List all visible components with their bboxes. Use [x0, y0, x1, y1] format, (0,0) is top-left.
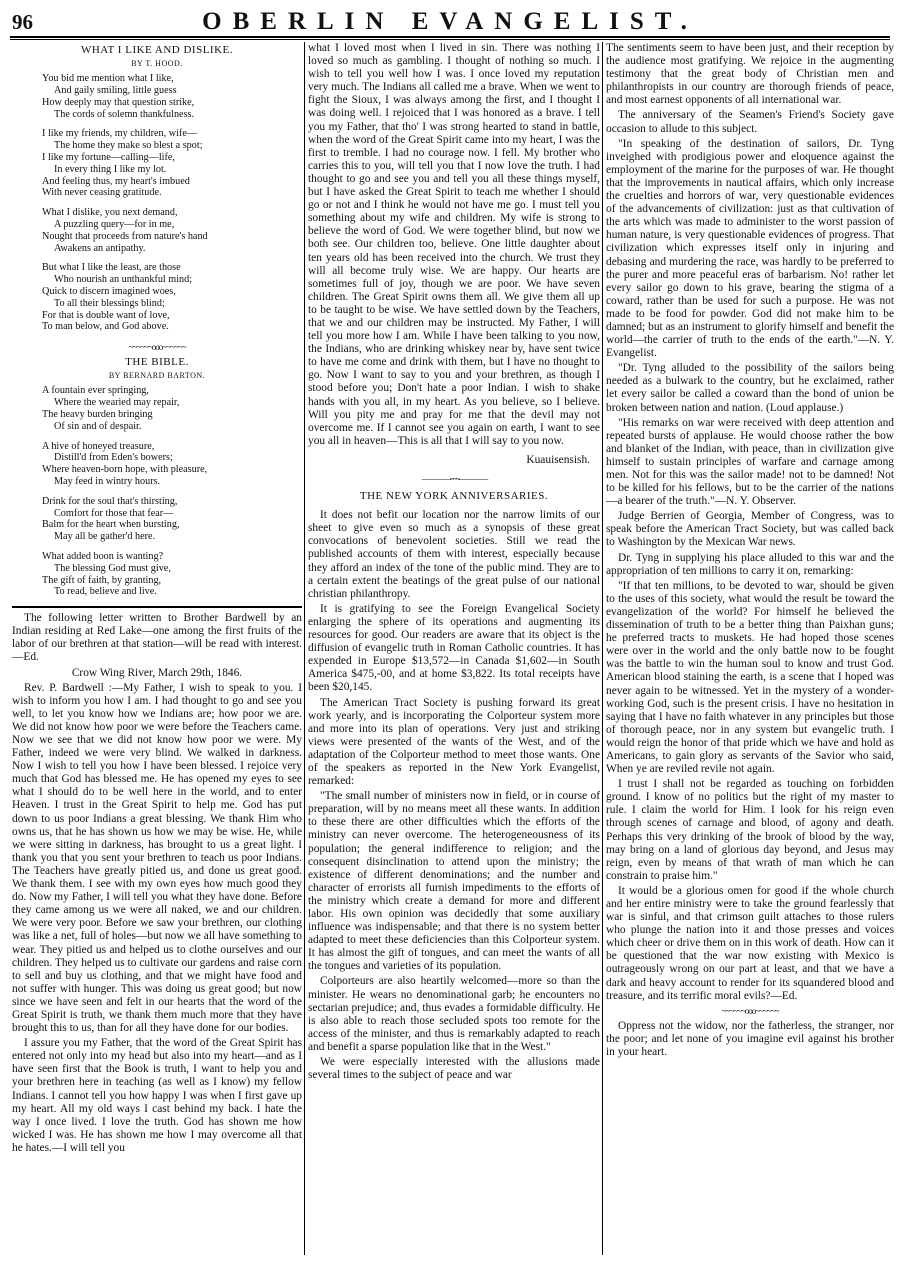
article-paragraph: "If that ten millions, to be devoted to war, should be given to the uses of this society, what would the result be toward the evangelization of the world? For himself he believed the dissemination of truth to be a better thing than Paixhan guns; he preferred tracts to muskets. He had hoped those scenes were over in the world and the only battle now to be fought was the battle to win the human soul to know and trust God. American blood staining the earth, is a scene that I hoped was never again to be witnessed. Yet in the mystery of a wonder-working God, such is the present crisis. I have no hesitation in saying that I have no faith whatever in any principles but those of thorough peace, nor in any system but evangelic truth. I would reign the honor of that pride which we have and hold as Americans, to gain glory as servants of the Savior who said, When ye are reviled revile not again.: [606, 579, 894, 776]
article-title: THE NEW YORK ANNIVERSARIES.: [359, 490, 549, 503]
poem-line: You bid me mention what I like,: [42, 73, 174, 85]
poem-stanza: [42, 128, 302, 199]
letter-signature: Kuauisensish.: [526, 453, 590, 466]
column-divider: [602, 42, 603, 1255]
masthead: [10, 6, 890, 38]
masthead-rule: [10, 39, 890, 40]
poem-line: Comfort for those that fear—: [54, 507, 174, 519]
ornament-divider: ————~~~————: [421, 474, 487, 484]
column-1: [12, 42, 302, 1255]
poem-the-bible: [42, 385, 302, 598]
poem-line: The heavy burden bringing: [42, 409, 153, 420]
article-paragraph: "Dr. Tyng alluded to the possibility of the sailors being needed as a bulwark to the country, but he exclaimed, rather let every sailor be called a coward than the bond of union be broken between nation and nation. (Loud applause.): [606, 362, 894, 414]
letter-paragraph: I assure you my Father, that the word of the Great Spirit has entered not only into my head but also into my heart—and as I have seen first that the Book is truth, I want to help you and your brethren here in teaching (as well as I know) my fellow Indians. I cannot tell you how happy I was when I first gave up my heart. All my old ways I cast behind my back. I hate the way I once lived. I love the truth. God has shown me how wicked I was. He has shown me how I may overcome all that he hates.—I will tell you: [12, 1037, 302, 1154]
poem-line: Distill'd from Eden's bowers;: [54, 452, 173, 464]
newspaper-title: OBERLIN EVANGELIST.: [202, 8, 698, 35]
poem-line: The gift of faith, by granting,: [42, 574, 162, 586]
poem-line: Drink for the soul that's thirsting,: [42, 495, 178, 507]
ornament-divider: ~~~~~~ooo~~~~~~: [721, 1005, 779, 1016]
closing-verse: Oppress not the widow, nor the fatherless, the stranger, nor the poor; and let none of you imagine evil against his brother in your heart.: [606, 1019, 894, 1059]
column-3: [606, 42, 894, 1255]
poem-stanza: [42, 496, 302, 543]
poem-line: The cords of solemn thankfulness.: [54, 108, 195, 120]
poem-line: To read, believe and live.: [54, 586, 157, 598]
poem-line: Who nourish an unthankful mind;: [54, 274, 193, 286]
poem-line: I like my friends, my children, wife—: [42, 128, 198, 140]
letter-paragraph: what I loved most when I lived in sin. There was nothing I loved so much as gambling. I thought of nothing so much. I wish to tell you well how I was. I once loved my reputation very much. The Indians all called me a brave. When we went to fight the Sioux, I was always among the first, and I thought I was doing well. I rejoiced that I was honored as a brave. I tell you my Father, that tho' I was strong hearted to stand in battle, when the word of the Great Spirit came into my heart, I was the first to tremble. I had no courage now. I fell. My brother who carries this to you, will tell you that I now love the truth. I had thought to go and see you and tell you all these things myself, but I have asked the Great Spirit to teach me whether I should go or not and I think he would not have me go. I must tell you something about my wife and children. My wife is strong to believe the word of God. We were together blind, but now we both see. Our children too, believe. One little daughter about ten years old has been received into the church. We trust they will all become truly wise. We are happy. Our hearts are sometimes full of joy, though we are poor. We have seven children. The Great Spirit owns them all. We give them all up to be taught to be wise. We have settled down by the Teachers, that we and our children may be instructed. My Father, I will tell you more how I am. While I have been talking to you now, the Indians, who are drinking whiskey near by, have sent twice to have me come and drink with them, but I have no thought to go. Now I want to say to you and your brethren, as though I stood before you; Don't hate a poor Indian. I wish to shake hands with you all, in my heart. As you believe, so I believe. Will you pity me and pray for me that the devil may not overcome me. If I cannot see you again on earth, I want to see you all in heaven—This is all that I will say to you now.: [308, 42, 600, 447]
poem-stanza: [42, 73, 302, 120]
poem-line: A hive of honeyed treasure,: [42, 440, 155, 452]
poem-stanza: [42, 262, 302, 333]
poem-line: A puzzling query—for in me,: [54, 218, 175, 230]
article-paragraph: The sentiments seem to have been just, and their reception by the audience most gratifying. We rejoice in the augmenting testimony that the great body of Christian men and philanthropists in our country are thorough friends of peace, and most earnest opponents of all international war.: [606, 42, 894, 107]
poem-line: May feed in wintry hours.: [54, 475, 161, 487]
poem-line: Where the wearied may repair,: [54, 397, 180, 409]
article-paragraph: Dr. Tyng in supplying his place alluded to this war and the appropriation of ten millions to carry it on, remarking:: [606, 551, 894, 577]
poem-stanza: [42, 207, 302, 254]
letter-paragraph: Rev. P. Bardwell :—My Father, I wish to speak to you. I wish to inform you how I am. I had thought to go and see you well, to let you know how we Indians are; how poor we are. We did not know how poor we were before the Teachers came. Now we see that we did not know how poor we were. My Father, indeed we were very blind. We walked in darkness. Now I wish to tell you how I have been blessed. I rejoice very much that God has blessed me. He has opened my eyes to see what I should do to be well here in the world, and to enter Heaven. I trust in the Great Spirit to help me. God has put down to us poor Indians a great blessing. We thank Him who owns us, that he has shown us how we may be wise. He, while we were sitting in darkness, has brought to us a great light. I thank you that you sent your brethren to teach us poor Indians. The Teachers have greatly pitied us, and done us great good. We thank them. I see with my own eyes how much good they do. Now my Father, I will tell you what they have done. Before they came among us we were all naked, we and our children. We were very poor. Before we saw your brethren, our clothing was like a net, full of holes—but now we all have something to wear. They pitied us and helped us to clothe ourselves and our children. They helped us to cultivate our gardens and raise corn to sell and buy us clothing, and that we might have food and not suffer with hunger. This was doing us great good; but now since we have seen and felt in our hearts that the word of the Great Spirit is truth, we thank them much more that they have brought this to us, than for all they have done for our bodies.: [12, 681, 302, 1035]
poem-line: The blessing God must give,: [54, 562, 171, 574]
poem-byline: BY BERNARD BARTON.: [108, 371, 206, 381]
poem-line: The home they make so blest a spot;: [54, 140, 203, 152]
article-paragraph: The American Tract Society is pushing forward its great work yearly, and is incorporating the Colporteur system more and more into its plan of operations. Very just and striking views were presented of the wants of the West, and of the adaptation of the Colporteur method to meet those wants. One of the speakers as reported in the New York Evangelist, remarked:: [308, 696, 600, 788]
poem-line: But what I like the least, are those: [42, 262, 181, 274]
poem-stanza: [42, 385, 302, 432]
article-paragraph: We were especially interested with the allusions made several times to the subject of peace and war: [308, 1056, 600, 1082]
poem-what-i-like: [42, 73, 302, 333]
poem-line: Balm for the heart when bursting,: [42, 519, 180, 531]
column-divider: [304, 42, 305, 1255]
letter-dateline: Crow Wing River, March 29th, 1846.: [71, 666, 243, 679]
poem-line: And feeling thus, my heart's imbued: [42, 175, 190, 187]
poem-line: Where heaven-born hope, with pleasure,: [42, 464, 208, 476]
article-paragraph: "His remarks on war were received with deep attention and repeated bursts of applause. He would choose rather the bow and blanket of the Indian, with peace, than in civilization give himself to sustain principles of warfare and carnage among men. Not for this was the sailor made! not to be damned! Not to be killed for his fellows, but to be the carrier of the nations—a bearer of the truth."—N. Y. Observer.: [606, 416, 894, 508]
poem-line: In every thing I like my lot.: [54, 163, 167, 175]
poem-line: May all be gather'd here.: [54, 531, 156, 543]
article-paragraph: Colporteurs are also heartily welcomed—more so than the minister. He wears no denominational garb; he encounters no sectarian prejudice; and, thus evades a formidable difficulty. He is also able to reach those secluded spots too remote for the access of the minister, and thus is remarkably adapted to reach and benefit a sparse population like that in the West.": [308, 975, 600, 1053]
ornament-divider: ~~~~~~ooo~~~~~~: [128, 342, 186, 353]
poem-line: I like my fortune—calling—life,: [42, 151, 175, 163]
article-paragraph: I trust I shall not be regarded as touching on forbidden ground. I know of no politics but the right of my master to rule. I claim the world for Him. I look for his reign even through scenes of carnage and blood, of agony and death. Perhaps this very drinking of the brook of blood by the way, may bring on a land of glorious day beyond, and Jesus may reign, even by means of that wrath of man which he can constrain to praise him.": [606, 778, 894, 882]
article-paragraph: It does not befit our location nor the narrow limits of our sheet to give even so much as a synopsis of these great convocations of benevolent societies. Still we read the published accounts of them with interest, especially because they afford an index of the tone of the public mind. They are to a certain extent the beatings of the great pulse of our national christian philanthropy.: [308, 509, 600, 600]
article-paragraph: The anniversary of the Seamen's Friend's Society gave occasion to allude to this subject.: [606, 109, 894, 135]
poem-title: WHAT I LIKE AND DISLIKE.: [80, 44, 234, 56]
article-paragraph: Judge Berrien of Georgia, Member of Congress, was to speak before the American Tract Society, but was called back to Washington by the Mexican War news.: [606, 510, 894, 549]
poem-title: THE BIBLE.: [125, 356, 189, 369]
poem-stanza: [42, 441, 302, 488]
poem-byline: BY T. HOOD.: [131, 59, 183, 69]
poem-line: To all their blessings blind;: [54, 297, 165, 309]
letter-intro: The following letter written to Brother Bardwell by an Indian residing at Red Lake—one among the first fruits of the labor of our brethren at that station—will be read with interest.—Ed.: [12, 612, 302, 664]
poem-line: To man below, and God above.: [42, 321, 169, 333]
poem-line: With never ceasing gratitude.: [42, 187, 162, 199]
poem-stanza: [42, 551, 302, 598]
column-2: [308, 42, 600, 1255]
poem-line: A fountain ever springing,: [42, 385, 149, 397]
article-paragraph: "In speaking of the destination of sailors, Dr. Tyng inveighed with prodigious power and eloquence against the employment of the marine for the purposes of war. He thought that the improvements in nautical affairs, which only increase the cruelties and horrors of war, very questionable evidences of the advancements of civilization: just as that cultivation of the arts which was made to administer to the worst passion of human nature, is very questionable evidences of progress. That civilization which expresses itself only in injuring and debasing and murdering the race, was hardly to be preferred to the purer and more peaceful eras of barbarism. No! rather let every sailor go down to his grave, bearing the stigma of a coward, rather than be used for such a purpose. He was not made to be food for powder. God did not make him to be damned; but as an instrument to glorify himself and benefit the world—the carrier of truth to the ends of the earth."—N. Y. Evangelist.: [606, 137, 894, 360]
poem-line: For that is double want of love,: [42, 309, 170, 321]
page-number: 96: [12, 10, 33, 34]
poem-line: And gaily smiling, little guess: [54, 84, 177, 96]
article-paragraph: It would be a glorious omen for good if the whole church and her entire ministry were to take the ground fearlessly that war is sinful, and that crimson guilt attaches to those rulers who plunge the nation into it and those presses and voices which cheer or drive them on in this work of death. How can it be questioned that the war now existing with Mexico is outrageously wrong on our part at least, and that we have a dark and heavy account to render for its squandered blood and treasure, and its terrific moral evils?—Ed.: [606, 884, 894, 1002]
poem-line: How deeply may that question strike,: [42, 96, 195, 108]
poem-line: Quick to discern imagined woes,: [42, 285, 176, 297]
poem-line: Awakens an antipathy.: [54, 242, 146, 254]
poem-line: Of sin and of despair.: [54, 420, 142, 432]
article-paragraph: It is gratifying to see the Foreign Evangelical Society enlarging the sphere of its operations and augmenting its resources for good. Our readers are aware that its object is the diffusion of evangelic truth in Roman Catholic countries. It has expended in Europe $13,572—in Canada $1,602—in South America $475,-00, and at home $3,822. Its total receipts have been $20,145.: [308, 602, 600, 694]
section-rule: [12, 606, 302, 608]
poem-line: What added boon is wanting?: [42, 550, 164, 562]
poem-line: Nought that proceeds from nature's hand: [42, 230, 208, 242]
article-paragraph: "The small number of ministers now in field, or in course of preparation, will by no means meet all these wants. In addition to these there are other difficulties which the efforts of the ministry can never overcome. The heterogeneousness of its population; the general indifference to religion; and the consequent disinclination to attend upon the ministry; the existence of different denominations; and the number and character of errorists all furnish impediments to the efforts of the ministry which create a demand for more and different labor. His own opinion was decidedly that some auxiliary influence was indispensable; and that there is no system better adapted to meet these deficiencies than this Colporteur system. It has almost the gift of tongues, and can meet the wants of all the tongues and varieties of its population.: [308, 790, 600, 973]
poem-line: What I dislike, you next demand,: [42, 207, 178, 219]
